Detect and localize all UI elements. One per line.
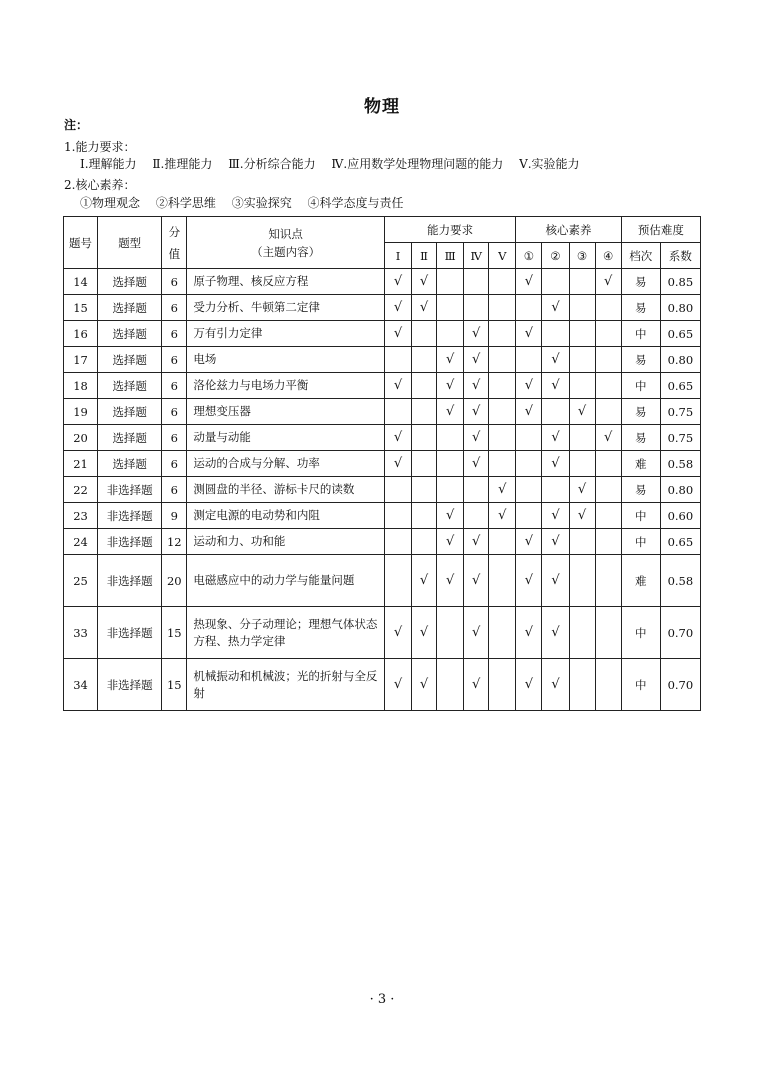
cell-level: 易 [621, 425, 660, 451]
table-row [64, 503, 701, 529]
cell-ability-mark [384, 555, 411, 607]
cell-literacy-mark [569, 295, 595, 321]
cell-coef: 0.80 [660, 347, 700, 373]
cell-literacy-mark [569, 347, 595, 373]
cell-literacy-mark [516, 451, 542, 477]
cell-ability-mark: √ [412, 607, 437, 659]
cell-type: 选择题 [98, 373, 162, 399]
cell-literacy-mark: √ [542, 451, 569, 477]
cell-ability-mark [412, 399, 437, 425]
cell-ability-mark: √ [412, 295, 437, 321]
cell-ability-mark: √ [489, 503, 516, 529]
cell-score: 6 [162, 451, 187, 477]
cell-ability-mark [464, 477, 489, 503]
cell-ability-mark: √ [384, 425, 411, 451]
cell-literacy-mark: √ [595, 425, 621, 451]
cell-literacy-mark: √ [542, 295, 569, 321]
table-row [64, 321, 701, 347]
cell-ability-mark: √ [437, 555, 464, 607]
cell-ability-mark [489, 607, 516, 659]
cell-ability-mark: √ [437, 373, 464, 399]
cell-ability-mark [489, 425, 516, 451]
cell-score: 12 [162, 529, 187, 555]
cell-literacy-mark: √ [569, 477, 595, 503]
cell-topic: 运动和力、功和能 [187, 529, 385, 555]
cell-type: 选择题 [98, 295, 162, 321]
cell-ability-mark: √ [464, 347, 489, 373]
cell-literacy-mark [569, 373, 595, 399]
cell-ability-mark [412, 529, 437, 555]
cell-topic: 热现象、分子动理论；理想气体状态方程、热力学定律 [187, 607, 385, 659]
cell-ability-mark [437, 321, 464, 347]
cell-topic: 理想变压器 [187, 399, 385, 425]
cell-topic: 电场 [187, 347, 385, 373]
cell-ability-mark [412, 477, 437, 503]
header-literacy-2: ② [542, 243, 569, 269]
cell-coef: 0.65 [660, 321, 700, 347]
cell-literacy-mark [542, 321, 569, 347]
cell-coef: 0.65 [660, 529, 700, 555]
cell-literacy-mark [595, 477, 621, 503]
cell-num: 19 [64, 399, 98, 425]
cell-literacy-mark [569, 555, 595, 607]
cell-topic: 动量与动能 [187, 425, 385, 451]
literacy-item: ①物理观念 [80, 196, 141, 210]
header-difficulty: 预估难度 [621, 217, 700, 243]
cell-score: 15 [162, 659, 187, 711]
cell-num: 20 [64, 425, 98, 451]
cell-level: 易 [621, 399, 660, 425]
cell-coef: 0.70 [660, 607, 700, 659]
cell-literacy-mark: √ [516, 555, 542, 607]
cell-topic: 测定电源的电动势和内阻 [187, 503, 385, 529]
cell-type: 选择题 [98, 399, 162, 425]
cell-literacy-mark [595, 555, 621, 607]
cell-type: 选择题 [98, 425, 162, 451]
cell-score: 15 [162, 607, 187, 659]
cell-type: 选择题 [98, 269, 162, 295]
cell-ability-mark: √ [464, 659, 489, 711]
cell-coef: 0.85 [660, 269, 700, 295]
cell-ability-mark: √ [464, 321, 489, 347]
cell-coef: 0.58 [660, 451, 700, 477]
literacy-heading: 2.核心素养： [64, 178, 136, 192]
cell-ability-mark [437, 607, 464, 659]
cell-ability-mark: √ [437, 399, 464, 425]
cell-literacy-mark [542, 269, 569, 295]
cell-ability-mark [437, 659, 464, 711]
cell-literacy-mark [516, 477, 542, 503]
table-row [64, 555, 701, 607]
cell-literacy-mark [595, 607, 621, 659]
table-row [64, 269, 701, 295]
cell-literacy-mark: √ [516, 373, 542, 399]
table-row [64, 347, 701, 373]
cell-type: 非选择题 [98, 659, 162, 711]
cell-ability-mark [489, 555, 516, 607]
page-number: · 3 · [369, 992, 395, 1007]
header-score-text: 分 值 [168, 224, 181, 261]
spec-table [63, 216, 701, 711]
cell-level: 中 [621, 503, 660, 529]
cell-ability-mark: √ [384, 659, 411, 711]
cell-score: 6 [162, 347, 187, 373]
cell-ability-mark: √ [464, 399, 489, 425]
cell-literacy-mark: √ [542, 347, 569, 373]
cell-literacy-mark [595, 321, 621, 347]
cell-ability-mark [437, 477, 464, 503]
cell-ability-mark [489, 321, 516, 347]
header-literacy: 核心素养 [516, 217, 621, 243]
cell-score: 6 [162, 477, 187, 503]
cell-ability-mark [437, 269, 464, 295]
ability-list [80, 157, 592, 171]
cell-score: 6 [162, 295, 187, 321]
cell-literacy-mark: √ [542, 425, 569, 451]
header-ability: 能力要求 [384, 217, 515, 243]
cell-literacy-mark: √ [516, 659, 542, 711]
cell-literacy-mark [569, 269, 595, 295]
cell-type: 非选择题 [98, 477, 162, 503]
cell-literacy-mark [542, 477, 569, 503]
cell-num: 17 [64, 347, 98, 373]
cell-type: 非选择题 [98, 555, 162, 607]
cell-ability-mark [489, 659, 516, 711]
cell-type: 选择题 [98, 451, 162, 477]
cell-ability-mark [489, 347, 516, 373]
cell-coef: 0.60 [660, 503, 700, 529]
cell-level: 易 [621, 347, 660, 373]
cell-ability-mark: √ [464, 451, 489, 477]
cell-ability-mark [412, 373, 437, 399]
cell-literacy-mark [569, 425, 595, 451]
literacy-item: ④科学态度与责任 [307, 196, 404, 210]
cell-num: 22 [64, 477, 98, 503]
cell-ability-mark [412, 347, 437, 373]
cell-literacy-mark: √ [516, 399, 542, 425]
note-label: 注： [64, 118, 89, 132]
cell-ability-mark: √ [412, 555, 437, 607]
cell-literacy-mark [569, 321, 595, 347]
table-row [64, 477, 701, 503]
cell-ability-mark [489, 269, 516, 295]
header-coef: 系数 [660, 243, 700, 269]
cell-ability-mark [437, 425, 464, 451]
cell-ability-mark [437, 451, 464, 477]
cell-literacy-mark: √ [516, 529, 542, 555]
cell-num: 34 [64, 659, 98, 711]
cell-literacy-mark: √ [569, 399, 595, 425]
cell-literacy-mark [595, 295, 621, 321]
cell-topic: 万有引力定律 [187, 321, 385, 347]
cell-literacy-mark [516, 295, 542, 321]
table-row [64, 399, 701, 425]
cell-coef: 0.80 [660, 477, 700, 503]
cell-literacy-mark: √ [595, 269, 621, 295]
literacy-item: ②科学思维 [155, 196, 216, 210]
header-ability-4: Ⅳ [464, 243, 489, 269]
cell-ability-mark [384, 529, 411, 555]
cell-topic: 运动的合成与分解、功率 [187, 451, 385, 477]
cell-ability-mark: √ [464, 373, 489, 399]
ability-item: Ⅰ.理解能力 [80, 157, 137, 171]
header-ability-2: Ⅱ [412, 243, 437, 269]
cell-literacy-mark [595, 503, 621, 529]
ability-item: Ⅴ.实验能力 [519, 157, 580, 171]
cell-num: 16 [64, 321, 98, 347]
cell-type: 非选择题 [98, 607, 162, 659]
cell-ability-mark: √ [464, 425, 489, 451]
cell-literacy-mark [569, 529, 595, 555]
cell-topic: 电磁感应中的动力学与能量问题 [187, 555, 385, 607]
cell-ability-mark: √ [384, 607, 411, 659]
header-literacy-3: ③ [569, 243, 595, 269]
cell-num: 25 [64, 555, 98, 607]
cell-ability-mark [464, 295, 489, 321]
cell-literacy-mark [595, 373, 621, 399]
cell-ability-mark [489, 295, 516, 321]
cell-ability-mark: √ [437, 503, 464, 529]
header-ability-1: Ⅰ [384, 243, 411, 269]
cell-score: 6 [162, 321, 187, 347]
table-row [64, 295, 701, 321]
cell-literacy-mark [569, 451, 595, 477]
ability-heading: 1.能力要求： [64, 140, 136, 154]
cell-literacy-mark [516, 347, 542, 373]
cell-num: 18 [64, 373, 98, 399]
cell-ability-mark [489, 451, 516, 477]
table-row [64, 373, 701, 399]
cell-literacy-mark [542, 399, 569, 425]
cell-literacy-mark [516, 425, 542, 451]
cell-topic: 洛伦兹力与电场力平衡 [187, 373, 385, 399]
header-num: 题号 [64, 217, 98, 269]
cell-ability-mark [384, 503, 411, 529]
cell-level: 中 [621, 529, 660, 555]
table-row [64, 451, 701, 477]
literacy-item: ③实验探究 [231, 196, 292, 210]
cell-literacy-mark [595, 399, 621, 425]
cell-level: 中 [621, 607, 660, 659]
cell-literacy-mark: √ [516, 269, 542, 295]
cell-num: 23 [64, 503, 98, 529]
cell-ability-mark: √ [464, 529, 489, 555]
cell-num: 21 [64, 451, 98, 477]
cell-literacy-mark [595, 347, 621, 373]
table-row [64, 425, 701, 451]
cell-ability-mark: √ [412, 659, 437, 711]
cell-literacy-mark [569, 607, 595, 659]
cell-score: 6 [162, 425, 187, 451]
cell-ability-mark: √ [464, 555, 489, 607]
cell-level: 中 [621, 321, 660, 347]
cell-literacy-mark [569, 659, 595, 711]
cell-ability-mark [412, 503, 437, 529]
table-row [64, 659, 701, 711]
cell-level: 易 [621, 295, 660, 321]
cell-coef: 0.70 [660, 659, 700, 711]
cell-literacy-mark: √ [542, 503, 569, 529]
cell-ability-mark: √ [489, 477, 516, 503]
header-ability-3: Ⅲ [437, 243, 464, 269]
cell-topic: 受力分析、牛顿第二定律 [187, 295, 385, 321]
cell-literacy-mark: √ [516, 607, 542, 659]
cell-literacy-mark: √ [542, 659, 569, 711]
ability-item: Ⅱ.推理能力 [152, 157, 213, 171]
table-row [64, 529, 701, 555]
cell-coef: 0.75 [660, 425, 700, 451]
cell-type: 非选择题 [98, 503, 162, 529]
cell-level: 难 [621, 451, 660, 477]
cell-score: 20 [162, 555, 187, 607]
cell-type: 选择题 [98, 321, 162, 347]
cell-ability-mark [412, 321, 437, 347]
header-score [162, 217, 187, 269]
cell-num: 24 [64, 529, 98, 555]
cell-ability-mark: √ [384, 451, 411, 477]
header-topic-text: 知识点 （主题内容） [251, 226, 321, 259]
cell-ability-mark: √ [464, 607, 489, 659]
cell-topic: 机械振动和机械波；光的折射与全反射 [187, 659, 385, 711]
cell-coef: 0.65 [660, 373, 700, 399]
literacy-list [80, 196, 416, 210]
cell-ability-mark [412, 425, 437, 451]
cell-coef: 0.80 [660, 295, 700, 321]
table-row [64, 607, 701, 659]
ability-item: Ⅳ.应用数学处理物理问题的能力 [331, 157, 504, 171]
cell-level: 中 [621, 373, 660, 399]
header-literacy-4: ④ [595, 243, 621, 269]
cell-ability-mark: √ [384, 269, 411, 295]
cell-ability-mark: √ [384, 295, 411, 321]
cell-ability-mark [489, 373, 516, 399]
cell-level: 中 [621, 659, 660, 711]
header-level: 档次 [621, 243, 660, 269]
cell-literacy-mark [595, 529, 621, 555]
cell-literacy-mark [595, 659, 621, 711]
header-type: 题型 [98, 217, 162, 269]
cell-num: 15 [64, 295, 98, 321]
cell-coef: 0.58 [660, 555, 700, 607]
table-body [64, 269, 701, 711]
cell-score: 6 [162, 399, 187, 425]
cell-ability-mark: √ [384, 321, 411, 347]
cell-ability-mark [384, 477, 411, 503]
cell-topic: 原子物理、核反应方程 [187, 269, 385, 295]
cell-type: 非选择题 [98, 529, 162, 555]
cell-score: 6 [162, 269, 187, 295]
cell-ability-mark [412, 451, 437, 477]
cell-type: 选择题 [98, 347, 162, 373]
cell-ability-mark: √ [437, 347, 464, 373]
cell-num: 33 [64, 607, 98, 659]
cell-num: 14 [64, 269, 98, 295]
cell-ability-mark [464, 269, 489, 295]
header-ability-5: Ⅴ [489, 243, 516, 269]
cell-ability-mark [437, 295, 464, 321]
cell-ability-mark [464, 503, 489, 529]
cell-literacy-mark [595, 451, 621, 477]
page-title: 物理 [364, 97, 400, 117]
cell-literacy-mark: √ [542, 529, 569, 555]
header-literacy-1: ① [516, 243, 542, 269]
cell-coef: 0.75 [660, 399, 700, 425]
cell-topic: 测圆盘的半径、游标卡尺的读数 [187, 477, 385, 503]
ability-item: Ⅲ.分析综合能力 [228, 157, 316, 171]
cell-level: 易 [621, 477, 660, 503]
cell-literacy-mark: √ [542, 555, 569, 607]
cell-level: 难 [621, 555, 660, 607]
cell-literacy-mark: √ [542, 607, 569, 659]
cell-literacy-mark: √ [516, 321, 542, 347]
cell-score: 9 [162, 503, 187, 529]
cell-literacy-mark: √ [542, 373, 569, 399]
cell-literacy-mark [516, 503, 542, 529]
cell-ability-mark: √ [437, 529, 464, 555]
cell-level: 易 [621, 269, 660, 295]
cell-ability-mark [384, 347, 411, 373]
cell-ability-mark [489, 529, 516, 555]
cell-ability-mark: √ [412, 269, 437, 295]
cell-ability-mark [384, 399, 411, 425]
cell-ability-mark: √ [384, 373, 411, 399]
cell-literacy-mark: √ [569, 503, 595, 529]
header-topic [187, 217, 385, 269]
cell-score: 6 [162, 373, 187, 399]
cell-ability-mark [489, 399, 516, 425]
